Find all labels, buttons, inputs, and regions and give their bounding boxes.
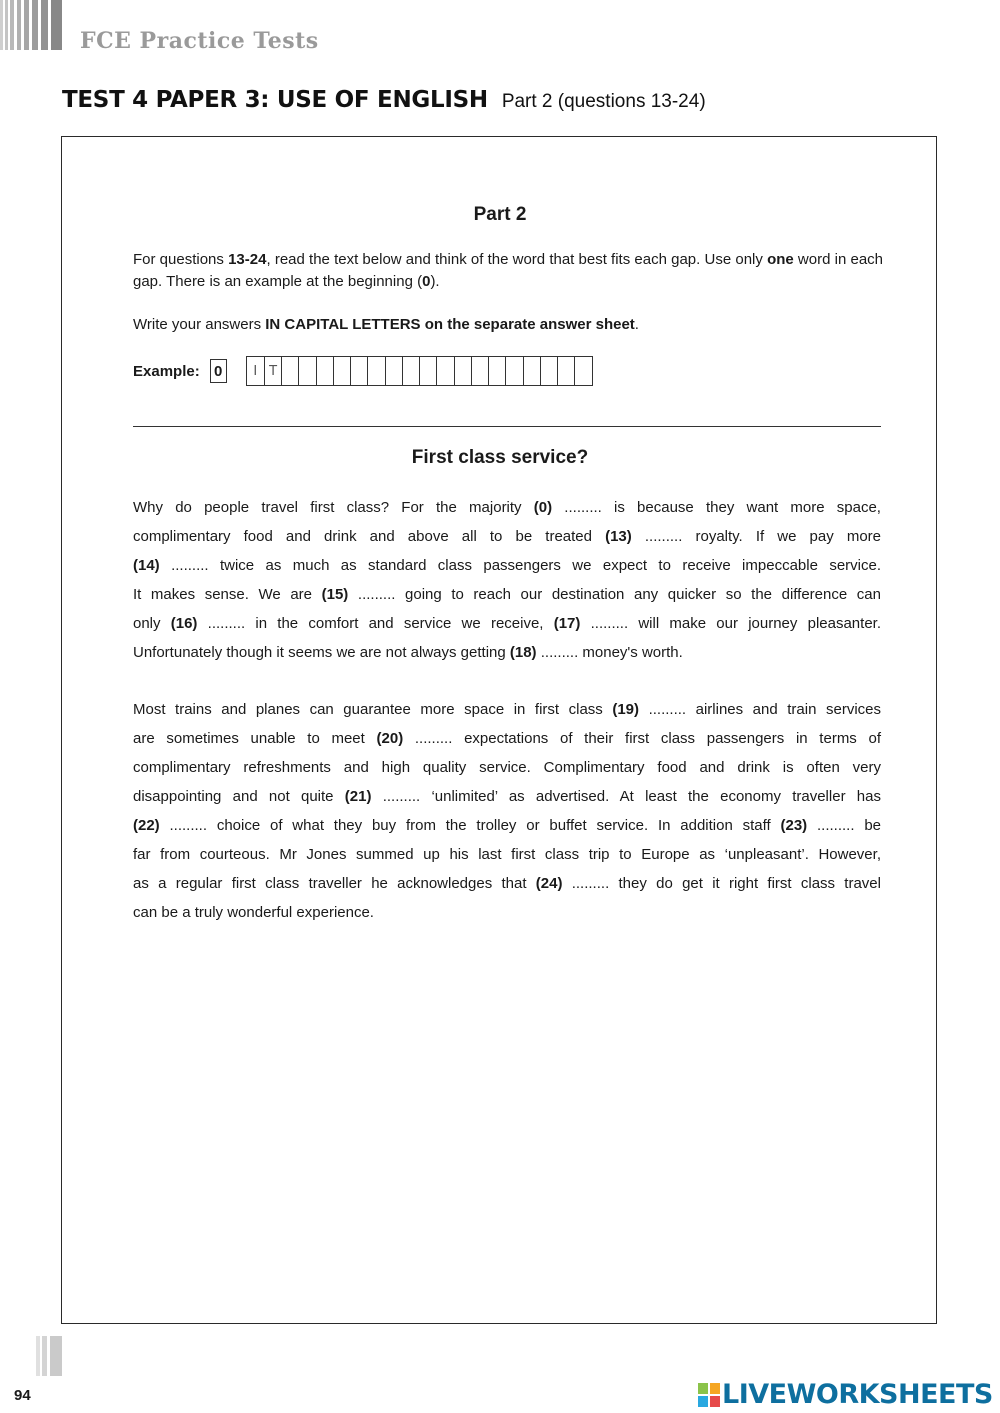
text-line: can be a truly wonderful experience. xyxy=(133,904,374,921)
gap-19: (19) xyxy=(612,701,640,718)
answer-box xyxy=(419,357,436,385)
text-line: Unfortunately though it seems we are not always getting (18) ......... money's worth. xyxy=(133,644,683,661)
brand-name: LIVEWORKSHEETS xyxy=(722,1379,993,1410)
answer-box xyxy=(454,357,471,385)
part-title: Part 2 xyxy=(473,204,527,225)
gap-17: (17) xyxy=(553,615,581,632)
answer-box xyxy=(436,357,453,385)
gap-21: (21) xyxy=(344,788,372,805)
answer-box xyxy=(333,357,350,385)
example-number-box: 0 xyxy=(210,359,227,383)
instructions-paragraph: For questions 13-24, read the text below and think of the word that best fits each gap. Use only one word in each gap. There is an example at the beginning (0). xyxy=(133,251,884,290)
header-decoration-bars xyxy=(0,0,62,50)
text-line: are sometimes unable to meet (20) ......... expectations of their first class passengers in terms of xyxy=(133,730,882,747)
text-paragraph-2 xyxy=(133,700,881,932)
answer-box xyxy=(367,357,384,385)
section-divider xyxy=(133,426,881,427)
answer-box xyxy=(316,357,333,385)
test-heading xyxy=(62,86,706,114)
answer-box xyxy=(402,357,419,385)
test-heading-sub: Part 2 (questions 13-24) xyxy=(501,91,706,112)
answer-box: T xyxy=(264,357,281,385)
answer-box xyxy=(505,357,522,385)
text-line: It makes sense. We are (15) ......... going to reach our destination any quicker so the difference can xyxy=(133,586,881,603)
answer-box xyxy=(557,357,574,385)
answer-box xyxy=(540,357,557,385)
gap-0: (0) xyxy=(533,499,553,516)
answer-box xyxy=(298,357,315,385)
text-line: far from courteous. Mr Jones summed up his last first class trip to Europe as ‘unpleasant’. However, xyxy=(133,846,881,863)
book-title: FCE Practice Tests xyxy=(80,28,319,54)
text-line: disappointing and not quite (21) ......... ‘unlimited’ as advertised. At least the economy traveller has xyxy=(133,788,881,805)
answer-box xyxy=(385,357,402,385)
text-line: Why do people travel first class? For the majority (0) ......... is because they want more space, xyxy=(133,499,881,516)
gap-23: (23) xyxy=(780,817,808,834)
answer-box xyxy=(471,357,488,385)
answer-box xyxy=(350,357,367,385)
answer-format-instruction: Write your answers IN CAPITAL LETTERS on the separate answer sheet. xyxy=(133,316,639,333)
text-title: First class service? xyxy=(411,447,589,468)
text-line: (22) ......... choice of what they buy from the trolley or buffet service. In addition staff (23) ......... be xyxy=(133,817,881,834)
test-heading-main: TEST 4 PAPER 3: USE OF ENGLISH xyxy=(62,87,488,113)
gap-16: (16) xyxy=(170,615,198,632)
text-line: complimentary food and drink and above all to be treated (13) ......... royalty. If we pay more xyxy=(133,528,882,545)
answer-box xyxy=(281,357,298,385)
gap-24: (24) xyxy=(535,875,563,892)
text-paragraph-1 xyxy=(133,498,881,672)
example-answer-boxes xyxy=(246,356,593,386)
text-line: Most trains and planes can guarantee more space in first class (19) ......... airlines and train services xyxy=(133,701,881,718)
answer-box xyxy=(574,357,591,385)
answer-box xyxy=(488,357,505,385)
gap-22: (22) xyxy=(133,817,160,834)
text-line: (14) ......... twice as much as standard class passengers we expect to receive impeccable service. xyxy=(133,557,881,574)
liveworksheets-logo-icon xyxy=(698,1383,720,1407)
answer-box: I xyxy=(253,363,258,379)
gap-14: (14) xyxy=(133,557,160,574)
text-line: as a regular first class traveller he acknowledges that (24) ......... they do get it right first class travel xyxy=(133,875,881,892)
gap-20: (20) xyxy=(376,730,404,747)
gap-15: (15) xyxy=(321,586,349,603)
example-label: Example: xyxy=(133,362,200,380)
example-row xyxy=(133,356,593,386)
answer-box xyxy=(523,357,540,385)
footer-decoration-bars xyxy=(32,1336,66,1376)
text-line: only (16) ......... in the comfort and service we receive, (17) ......... will make our journey pleasanter. xyxy=(133,615,881,632)
text-line: complimentary refreshments and high quality service. Complimentary food and drink is often very xyxy=(133,759,881,776)
gap-13: (13) xyxy=(605,528,632,545)
gap-18: (18) xyxy=(509,644,537,661)
page-number: 94 xyxy=(14,1387,31,1404)
liveworksheets-brand[interactable] xyxy=(698,1379,993,1410)
